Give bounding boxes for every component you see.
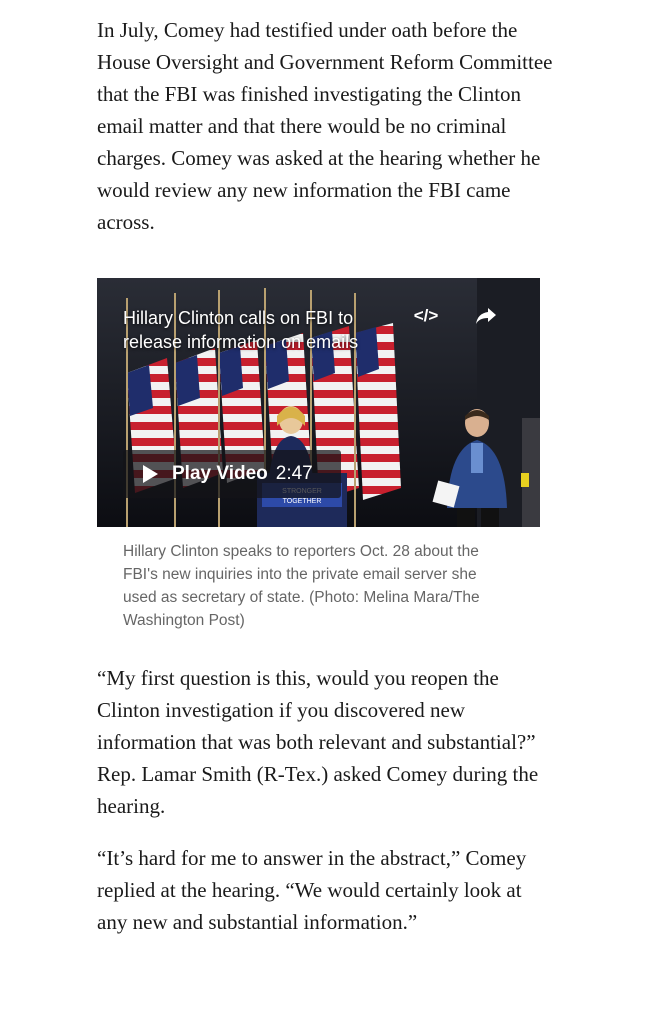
paragraph-2: “My first question is this, would you reopen the Clinton investigation if you discovered new information that was both relevant and substantial?” Rep. Lamar Smith (R-Tex.) asked Comey during the hearing. [97,666,539,818]
code-embed-icon[interactable]: </> [413,306,439,325]
paragraph-3: “It’s hard for me to answer in the abstract,” Comey replied at the hearing. “We would certainly look at any new and substantial information.” [97,846,527,934]
share-arrow-icon[interactable] [471,304,501,328]
paragraph-1: In July, Comey had testified under oath before the House Oversight and Government Reform Committee that the FBI was finished investigating the Clinton email matter and that there would be no criminal charges. Comey was asked at the hearing whether he would review any new information the FBI came across. [97,18,553,234]
article-body [97,14,557,938]
video-duration: 2:47 [275,463,313,484]
play-video-label: Play Video [172,463,268,484]
video-title[interactable]: Hillary Clinton calls on FBI to release information on emails [123,308,359,352]
video-figure [97,278,557,632]
podium-sign-line2: TOGETHER [282,498,322,505]
photo-caption: Hillary Clinton speaks to reporters Oct. 28 about the FBI's new inquiries into the private email server she used as secretary of state. (Photo: Melina Mara/The Washington Post) [123,543,480,629]
video-player[interactable] [97,278,540,527]
play-video-button[interactable] [123,450,341,498]
play-icon [143,465,158,483]
